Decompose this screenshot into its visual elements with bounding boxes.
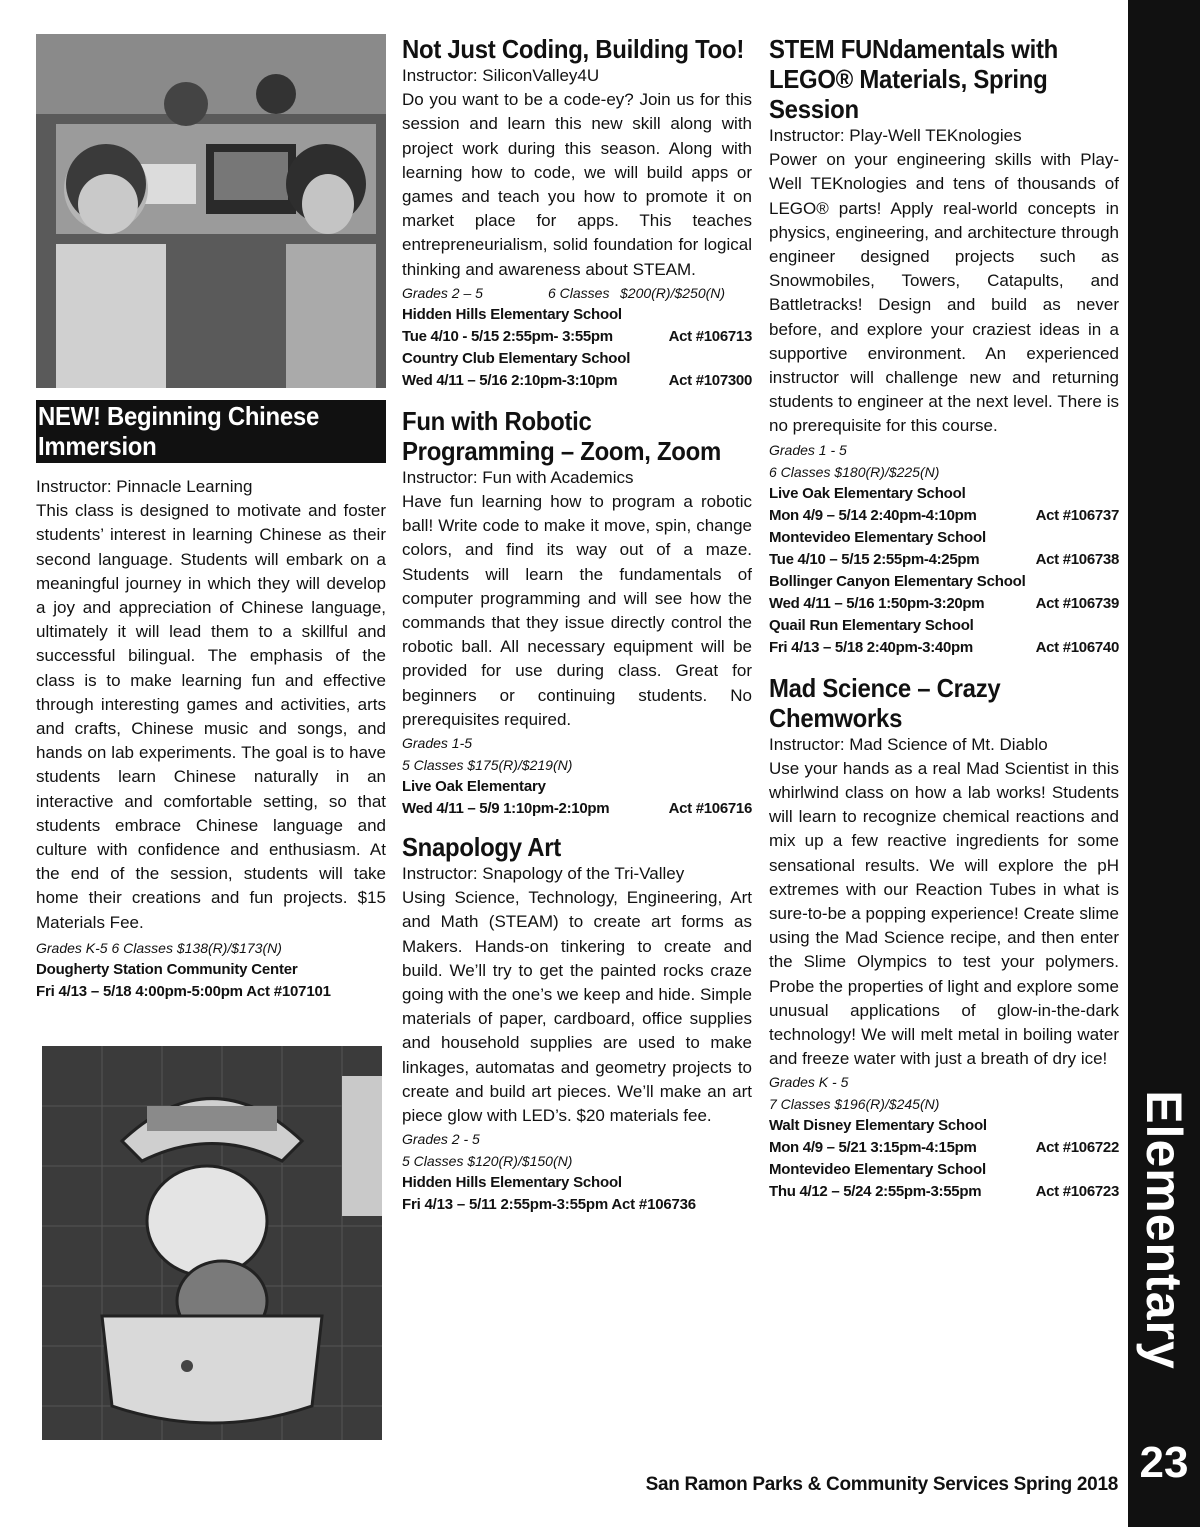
course-snapology [402,832,752,1216]
course-title: Fun with Robotic Programming – Zoom, Zoom [402,405,721,466]
school-name: Dougherty Station Community Center [36,960,298,978]
course-description: Use your hands as a real Mad Scientist in this whirlwind class on how a lab works! Students will learn to recognize chemical reactions and mix up a few reactive ingredients for some sensational results. We will explore the pH extremes with our Reaction Tubes in what is sure-to-be a popping experience! Create slime using the Mad Science recipe, and then enter the Slime Olympics to test your polymers. Probe the properties of light and explore some unusual applications of glow-in-the-dark technology! We will melt metal in boiling water and freeze water with just a breath of dry ice! [769,758,1119,1069]
instructor: Instructor: Fun with Academics [402,467,634,487]
school-name: Live Oak Elementary School [769,484,966,502]
course-chinese [36,400,386,1003]
photo-children-laptop [36,34,386,388]
schedule: Fri 4/13 – 5/18 2:40pm-3:40pm Act #106740 [769,638,1119,656]
course-title: NEW! Beginning Chinese Immersion [36,400,386,463]
course-stem-lego [769,34,1119,659]
course-meta: 5 Classes $120(R)/$150(N) [402,1153,573,1170]
instructor: Instructor: Snapology of the Tri-Valley [402,864,685,884]
course-meta: 6 Classes $180(R)/$225(N) [769,463,940,480]
school-name: Walt Disney Elementary School [769,1117,987,1135]
course-grades: Grades 2 - 5 [402,1131,480,1148]
school-name: Montevideo Elementary School [769,528,986,546]
course-title: Snapology Art [402,832,561,863]
course-description: Have fun learning how to program a robotic ball! Write code to make it move, spin, change colors, and find its way out of a maze. Students will learn the fundamentals of computer programming and will see how the commands that they issue directly control the robotic ball. All necessary equipment will be provided for use during class. Great for beginners or continuing students. No prerequisites required. [402,492,752,729]
course-title: Mad Science – Crazy Chemworks [769,672,1001,733]
page-footer: San Ramon Parks & Community Services Spring 2018 [645,1474,1118,1495]
schedule: Fri 4/13 – 5/18 4:00pm-5:00pm Act #107101 [36,982,331,1000]
course-description: Power on your engineering skills with Play-Well TEKnologies and tens of thousands of LEGO® parts! Apply real-world concepts in physics, engineering, and architecture through engineer designed projects such as Snowmobiles, Towers, Catapults, and Battletracks! Design and build as never before, and explore your craziest ideas in a supportive environment. An experienced instructor will challenge new and returning students to engineer at the next level. There is no prerequisite for this course. [769,150,1119,436]
course-title: Not Just Coding, Building Too! [402,34,745,64]
column-3 [769,34,1119,1213]
school-name: Live Oak Elementary [402,778,546,796]
school-name: Hidden Hills Elementary School [402,305,622,323]
school-name: Montevideo Elementary School [769,1161,986,1179]
column-1 [36,34,386,1013]
course-meta: 5 Classes $175(R)/$219(N) [402,757,573,774]
schedule: Mon 4/9 – 5/21 3:15pm-4:15pm Act #106722 [769,1139,1119,1157]
course-meta: Grades K-5 6 Classes $138(R)/$173(N) [36,939,282,956]
schedule: Wed 4/11 – 5/16 1:50pm-3:20pm Act #106739 [769,594,1119,612]
section-label: Elementary [1136,1090,1192,1370]
course-meta: 7 Classes $196(R)/$245(N) [769,1096,940,1113]
course-grades: Grades 1-5 [402,735,473,752]
schedule: Tue 4/10 - 5/15 2:55pm- 3:55pm Act #106713 [402,327,752,345]
course-robotic [402,406,752,820]
schedule: Mon 4/9 – 5/14 2:40pm-4:10pm Act #106737 [769,506,1119,524]
school-name: Quail Run Elementary School [769,616,974,634]
course-description: Do you want to be a code-ey? Join us for this session and learn this new skill along with project work during this season. Along with learning how to code, we will build apps or games and teach you how to promote it on market place for apps. This teaches entrepreneurialism, solid foundation for logical thinking and awareness about STEAM. [402,90,752,279]
school-name: Country Club Elementary School [402,349,631,367]
photo-chick-craft [42,1046,382,1440]
schedule: Fri 4/13 – 5/11 2:55pm-3:55pm Act #106736 [402,1196,696,1214]
instructor: Instructor: Pinnacle Learning [36,477,253,496]
course-grades: Grades 1 - 5 [769,441,847,458]
course-meta: Grades 2 – 5 6 Classes $200(R)/$250(N) [402,284,726,301]
course-grades: Grades K - 5 [769,1074,849,1091]
school-name: Hidden Hills Elementary School [402,1174,622,1192]
schedule: Thu 4/12 – 5/24 2:55pm-3:55pm Act #106723 [769,1183,1119,1201]
instructor: Instructor: Play-Well TEKnologies [769,126,1022,145]
schedule: Wed 4/11 – 5/9 1:10pm-2:10pm Act #106716 [402,800,752,818]
column-2 [402,34,752,1226]
instructor: Instructor: Mad Science of Mt. Diablo [769,734,1048,754]
course-coding [402,34,752,392]
course-description: Using Science, Technology, Engineering, Art and Math (STEAM) to create art forms as Makers. Hands-on tinkering to create and build. We’ll try to get the painted rocks craze going with the one’s we keep and hide. Simple materials of paper, cardboard, office supplies and household supplies are used to make linkages, automatas and geometry projects to create and build art pieces. We’ll make an art piece glow with LED’s. $20 materials fee. [402,888,752,1126]
instructor: Instructor: SiliconValley4U [402,66,600,85]
course-title: STEM FUNdamentals with LEGO® Materials, Spring Session [769,34,1058,124]
course-mad-science [769,673,1119,1204]
schedule: Wed 4/11 – 5/16 2:10pm-3:10pm Act #107300 [402,371,752,389]
schedule: Tue 4/10 – 5/15 2:55pm-4:25pm Act #106738 [769,550,1119,568]
school-name: Bollinger Canyon Elementary School [769,572,1026,590]
course-description: This class is designed to motivate and foster students’ interest in learning Chinese as their second language. Students will embark on a meaningful journey in which they will develop a joy and appreciation of Chinese language, ultimately it will lead them to a skillful and successful bilingual. The emphasis of the class is to make learning fun and effective through interesting games and activities, arts and crafts, Chinese music and songs, and hands on lab experiments. The goal is to have students learn Chinese naturally in an interactive and comfortable setting, so that students embrace Chinese language and culture with confidence and enthusiasm. At the end of the session, students will take home their creations and fun projects. $15 Materials Fee. [36,501,386,932]
page-number: 23 [1139,1438,1189,1487]
